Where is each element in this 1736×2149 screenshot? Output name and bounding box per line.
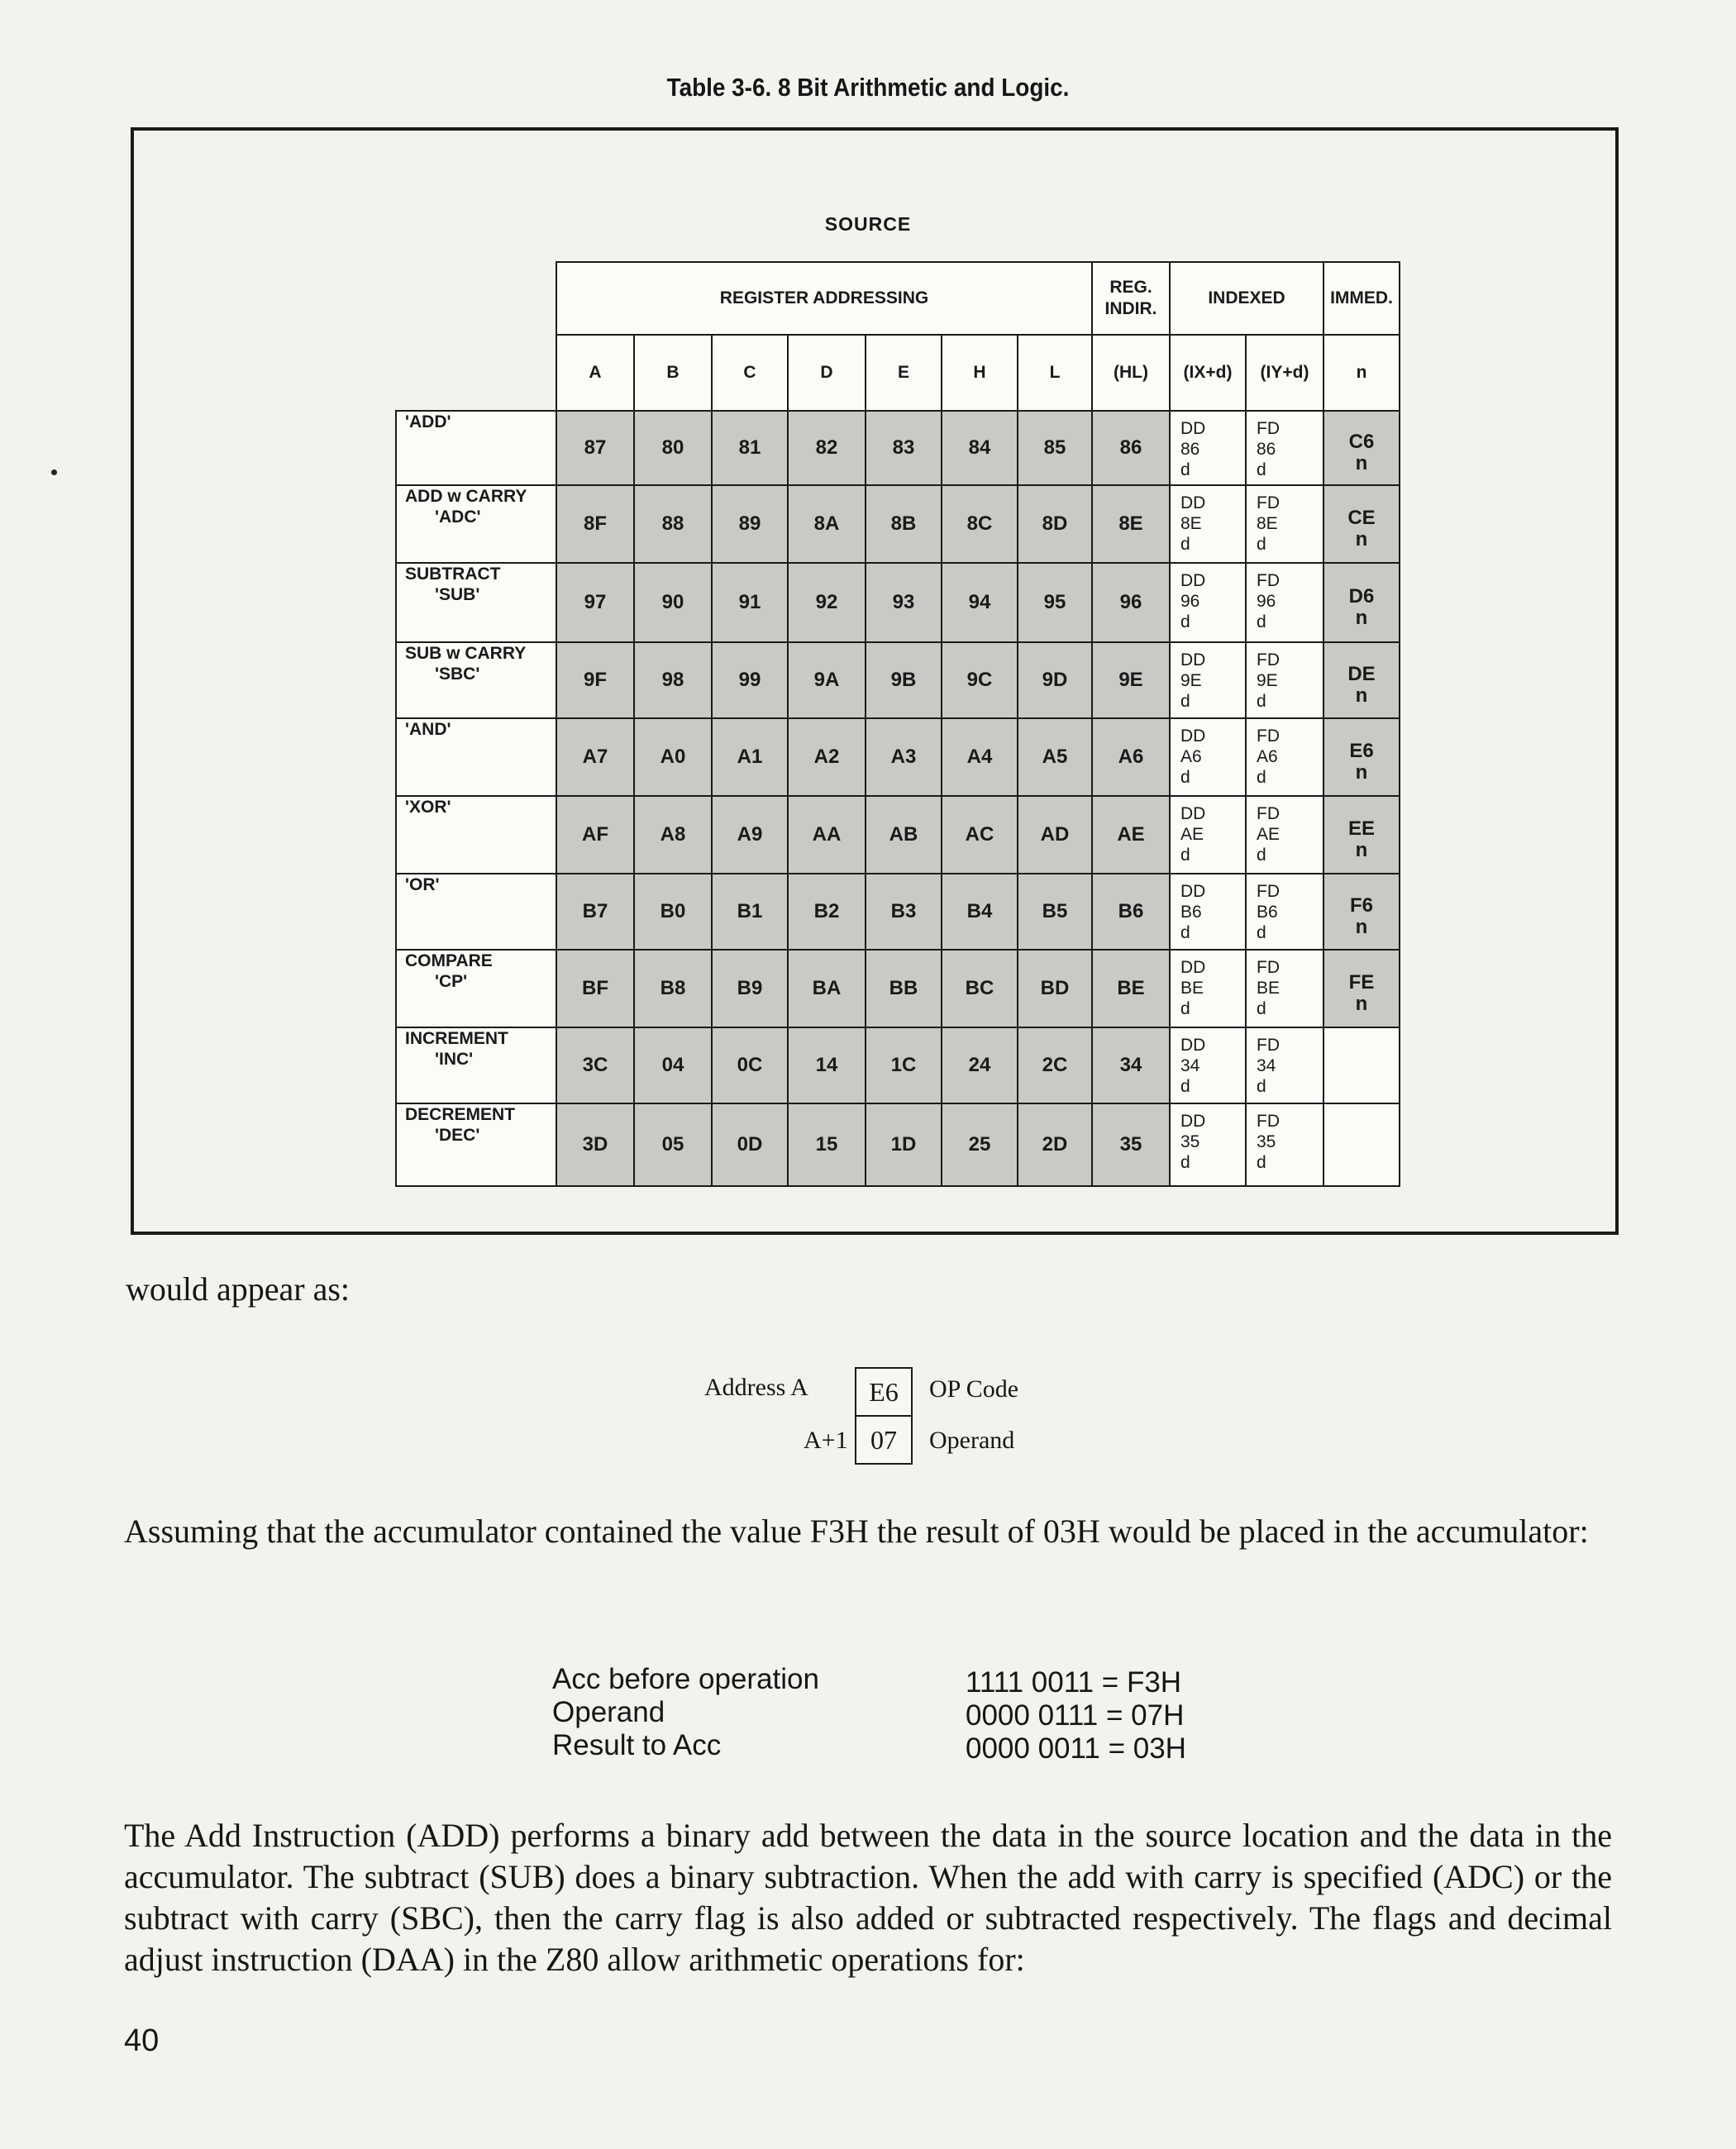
acc-label: Result to Acc (552, 1729, 722, 1761)
add-instruction-paragraph: The Add Instruction (ADD) performs a binary add between the data in the source location and the data in the accumulator. The subtract (SUB) does a binary subtraction. When the add with carry is specified (ADC) or the subtract with carry (SBC), then the carry flag is also added or subtracted respectively. The flags and decimal adjust instruction (DAA) in the Z80 allow arithmetic operations for: (124, 1817, 1612, 1978)
opcode-cell: 87 (556, 410, 635, 486)
column-header: n (1323, 334, 1400, 412)
column-header: C (711, 334, 789, 412)
row-label-line: 'ADD' (405, 412, 451, 431)
immediate-cell: EE n (1323, 795, 1400, 874)
column-header: H (941, 334, 1018, 412)
opcode-cell: B8 (633, 949, 713, 1028)
opcode-cell: AF (556, 795, 635, 874)
row-label-line: 'SBC' (435, 665, 480, 684)
indexed-ix-cell: DD 9E d (1169, 641, 1247, 719)
opcode-cell: A9 (711, 795, 789, 874)
opcode-cell: 88 (633, 484, 713, 564)
opcode-cell: 91 (711, 562, 789, 643)
opcode-cell: 98 (633, 641, 713, 719)
row-label (395, 795, 557, 874)
opcode-cell: 0D (711, 1103, 789, 1187)
opcode-cell: 8A (787, 484, 866, 564)
indexed-iy-cell: FD 9E d (1245, 641, 1324, 719)
row-label (395, 873, 557, 951)
opcode-cell: 14 (787, 1027, 866, 1104)
opcode-cell: BC (941, 949, 1018, 1028)
opcode-cell: 05 (633, 1103, 713, 1187)
indexed-ix-cell: DD 35 d (1169, 1103, 1247, 1187)
opcode-cell: 9F (556, 641, 635, 719)
opcode-cell: 35 (1091, 1103, 1171, 1187)
opcode-cell: 25 (941, 1103, 1018, 1187)
immediate-cell (1323, 1103, 1400, 1187)
would-appear-text: would appear as: (126, 1270, 351, 1308)
indexed-iy-cell: FD 35 d (1245, 1103, 1324, 1187)
opcode-cell: 84 (941, 410, 1018, 486)
indexed-ix-cell: DD BE d (1169, 949, 1247, 1028)
opcode-cell: 34 (1091, 1027, 1171, 1104)
row-label-line: 'ADC' (435, 507, 481, 527)
opcode-cell: B9 (711, 949, 789, 1028)
immediate-cell: D6 n (1323, 562, 1400, 643)
opcode-cell: 9C (941, 641, 1018, 719)
row-label-line: ADD w CARRY (405, 487, 527, 506)
operand-label: Operand (929, 1427, 1015, 1454)
indexed-ix-cell: DD B6 d (1169, 873, 1247, 951)
header-indexed: INDEXED (1169, 261, 1324, 336)
opcode-cell: A7 (556, 717, 635, 797)
opcode-cell: 92 (787, 562, 866, 643)
opcode-cell: 90 (633, 562, 713, 643)
row-label-line: SUBTRACT (405, 565, 501, 584)
row-label-line: 'AND' (405, 720, 451, 739)
column-header: (HL) (1091, 334, 1171, 412)
row-label (395, 484, 557, 564)
indexed-iy-cell: FD 86 d (1245, 410, 1324, 486)
opcode-cell: 8E (1091, 484, 1171, 564)
opcode-cell: 8F (556, 484, 635, 564)
opcode-cell: AE (1091, 795, 1171, 874)
row-label-line: 'OR' (405, 875, 440, 894)
opcode-cell: 80 (633, 410, 713, 486)
a-plus-1-label: A+1 (804, 1427, 848, 1454)
row-label (395, 562, 557, 643)
opcode-cell: BA (787, 949, 866, 1028)
acc-label: Acc before operation (552, 1663, 819, 1695)
indexed-ix-cell: DD 86 d (1169, 410, 1247, 486)
acc-label: Operand (552, 1696, 665, 1728)
row-label (395, 641, 557, 719)
row-label-line: DECREMENT (405, 1105, 516, 1124)
indexed-ix-cell: DD 34 d (1169, 1027, 1247, 1104)
opcode-cell: A6 (1091, 717, 1171, 797)
opcode-cell: BE (1091, 949, 1171, 1028)
row-label (395, 949, 557, 1028)
opcode-cell: 15 (787, 1103, 866, 1187)
indexed-ix-cell: DD 8E d (1169, 484, 1247, 564)
source-label: SOURCE (824, 213, 912, 235)
opcode-cell: 83 (865, 410, 942, 486)
opcode-cell: 89 (711, 484, 789, 564)
opcode-box: E6 (855, 1367, 913, 1417)
opcode-cell: 9D (1017, 641, 1093, 719)
opcode-cell: 8D (1017, 484, 1093, 564)
opcode-cell: B0 (633, 873, 713, 951)
opcode-cell: 0C (711, 1027, 789, 1104)
table-title: Table 3-6. 8 Bit Arithmetic and Logic. (666, 73, 1070, 102)
opcode-cell: 95 (1017, 562, 1093, 643)
opcode-cell: 9A (787, 641, 866, 719)
opcode-cell: AD (1017, 795, 1093, 874)
opcode-cell: 24 (941, 1027, 1018, 1104)
row-label-line: 'XOR' (405, 798, 451, 817)
opcode-cell: 97 (556, 562, 635, 643)
operand-box: 07 (855, 1415, 913, 1465)
opcode-cell: 81 (711, 410, 789, 486)
row-label (395, 717, 557, 797)
opcode-cell: 3C (556, 1027, 635, 1104)
opcode-cell: 86 (1091, 410, 1171, 486)
immediate-cell: DE n (1323, 641, 1400, 719)
row-label-line: 'INC' (435, 1050, 474, 1069)
opcode-cell: 9B (865, 641, 942, 719)
opcode-cell: B5 (1017, 873, 1093, 951)
opcode-cell: B3 (865, 873, 942, 951)
immediate-cell (1323, 1027, 1400, 1104)
row-label-line: INCREMENT (405, 1029, 508, 1048)
header-register-addressing: REGISTER ADDRESSING (556, 261, 1093, 336)
opcode-cell: A2 (787, 717, 866, 797)
opcode-cell: A3 (865, 717, 942, 797)
opcode-cell: BF (556, 949, 635, 1028)
opcode-cell: 99 (711, 641, 789, 719)
opcode-cell: A0 (633, 717, 713, 797)
immediate-cell: FE n (1323, 949, 1400, 1028)
opcode-cell: 3D (556, 1103, 635, 1187)
opcode-cell: BD (1017, 949, 1093, 1028)
opcode-cell: AB (865, 795, 942, 874)
opcode-cell: A1 (711, 717, 789, 797)
row-label (395, 1027, 557, 1104)
row-label (395, 1103, 557, 1187)
margin-dot (51, 469, 57, 475)
opcode-cell: 8C (941, 484, 1018, 564)
opcode-cell: 85 (1017, 410, 1093, 486)
row-label (395, 410, 557, 486)
opcode-cell: B7 (556, 873, 635, 951)
indexed-iy-cell: FD 34 d (1245, 1027, 1324, 1104)
column-header: L (1017, 334, 1093, 412)
opcode-cell: B2 (787, 873, 866, 951)
header-immed: IMMED. (1323, 261, 1400, 336)
opcode-cell: A8 (633, 795, 713, 874)
row-label-line: 'DEC' (435, 1126, 480, 1145)
opcode-cell: A5 (1017, 717, 1093, 797)
row-label-line: 'CP' (435, 972, 468, 991)
opcode-cell: 93 (865, 562, 942, 643)
opcode-cell: 8B (865, 484, 942, 564)
indexed-iy-cell: FD 96 d (1245, 562, 1324, 643)
page-number: 40 (124, 2023, 160, 2058)
header-reg-indir: REG. INDIR. (1091, 261, 1171, 336)
opcode-cell: B4 (941, 873, 1018, 951)
row-label-line: SUB w CARRY (405, 644, 527, 663)
address-a-label: Address A (704, 1374, 808, 1401)
opcode-cell: 96 (1091, 562, 1171, 643)
indexed-iy-cell: FD AE d (1245, 795, 1324, 874)
acc-value: 0000 0111 = 07H (966, 1699, 1185, 1732)
column-header: A (556, 334, 635, 412)
opcode-cell: BB (865, 949, 942, 1028)
op-code-label: OP Code (929, 1375, 1019, 1403)
row-label-line: COMPARE (405, 951, 493, 970)
opcode-cell: 1C (865, 1027, 942, 1104)
opcode-cell: AA (787, 795, 866, 874)
opcode-cell: B6 (1091, 873, 1171, 951)
row-label-line: 'SUB' (435, 585, 480, 604)
indexed-iy-cell: FD B6 d (1245, 873, 1324, 951)
immediate-cell: F6 n (1323, 873, 1400, 951)
immediate-cell: C6 n (1323, 410, 1400, 486)
acc-value: 0000 0011 = 03H (966, 1732, 1186, 1765)
indexed-ix-cell: DD AE d (1169, 795, 1247, 874)
opcode-cell: 2C (1017, 1027, 1093, 1104)
opcode-cell: 1D (865, 1103, 942, 1187)
opcode-cell: 04 (633, 1027, 713, 1104)
column-header: E (865, 334, 942, 412)
immediate-cell: E6 n (1323, 717, 1400, 797)
opcode-cell: 82 (787, 410, 866, 486)
immediate-cell: CE n (1323, 484, 1400, 564)
acc-value: 1111 0011 = F3H (966, 1666, 1182, 1699)
assuming-paragraph: Assuming that the accumulator contained the value F3H the result of 03H would be placed in the accumulator: (124, 1513, 1589, 1550)
opcode-cell: AC (941, 795, 1018, 874)
column-header: (IY+d) (1245, 334, 1324, 412)
indexed-iy-cell: FD A6 d (1245, 717, 1324, 797)
indexed-iy-cell: FD 8E d (1245, 484, 1324, 564)
opcode-cell: 9E (1091, 641, 1171, 719)
column-header: D (787, 334, 866, 412)
opcode-cell: 94 (941, 562, 1018, 643)
column-header: B (633, 334, 713, 412)
indexed-ix-cell: DD A6 d (1169, 717, 1247, 797)
indexed-ix-cell: DD 96 d (1169, 562, 1247, 643)
opcode-cell: B1 (711, 873, 789, 951)
indexed-iy-cell: FD BE d (1245, 949, 1324, 1028)
column-header: (IX+d) (1169, 334, 1247, 412)
opcode-cell: 2D (1017, 1103, 1093, 1187)
opcode-cell: A4 (941, 717, 1018, 797)
